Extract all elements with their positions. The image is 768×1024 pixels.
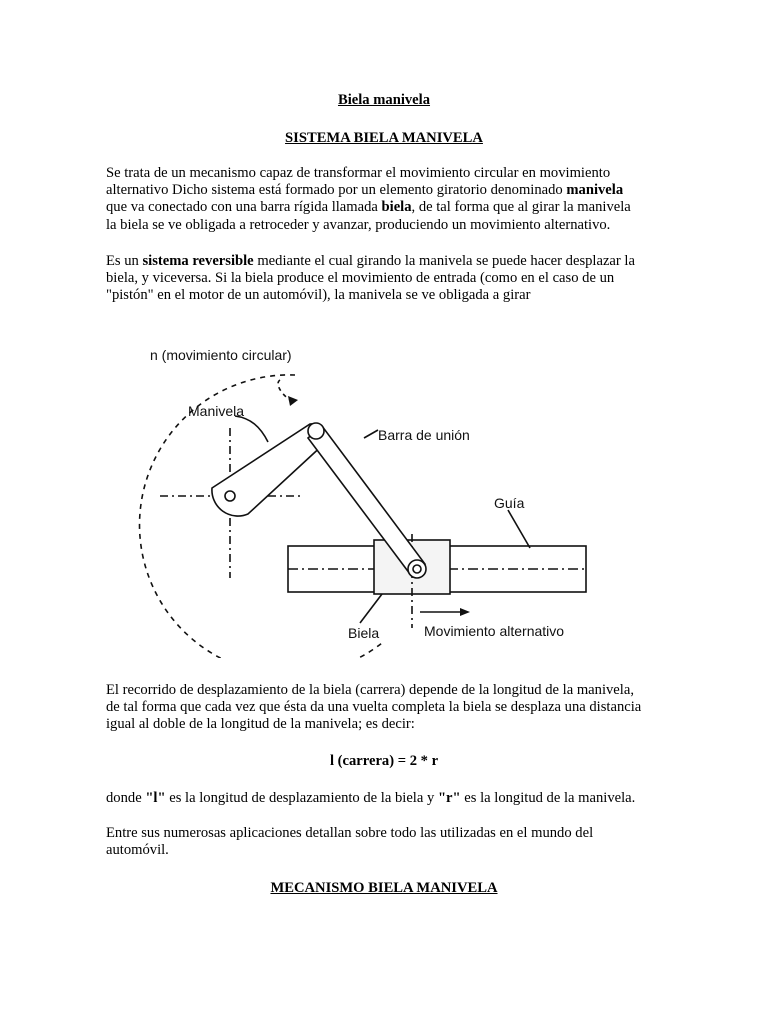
paragraph-applications bbox=[106, 825, 666, 859]
text-line: de tal forma que cada vez que ésta da una vuelta completa la biela se desplaza una distancia bbox=[106, 699, 642, 716]
label-movement: Movimiento alternativo bbox=[424, 623, 565, 639]
leader-biela bbox=[360, 594, 382, 623]
text-line: biela, y viceversa. Si la biela produce el movimiento de entrada (como en el caso de un bbox=[106, 270, 615, 287]
label-slider: Biela bbox=[348, 625, 380, 641]
bold-term: manivela bbox=[566, 182, 624, 199]
bold-term: sistema reversible bbox=[142, 253, 254, 269]
text-line: alternativo Dicho sistema está formado por un elemento giratorio denominado manivela bbox=[106, 182, 624, 199]
text-line: que va conectado con una barra rígida llamada biela, de tal forma que al girar la manivela bbox=[106, 199, 631, 216]
text-line: igual al doble de la longitud de la manivela; es decir: bbox=[106, 716, 415, 733]
label-guide: Guía bbox=[494, 495, 525, 511]
rotation-path bbox=[140, 375, 382, 658]
paragraph-definitions bbox=[106, 790, 666, 807]
bold-term: biela bbox=[381, 199, 412, 216]
text-line: El recorrido de desplazamiento de la biela (carrera) depende de la longitud de la manivela, bbox=[106, 682, 634, 698]
paragraph-reversible bbox=[106, 253, 666, 305]
text-line: Es un sistema reversible mediante el cual girando la manivela se puede hacer desplazar la bbox=[106, 253, 635, 269]
text-line: automóvil. bbox=[106, 842, 169, 859]
rod-joint-top bbox=[308, 423, 324, 439]
bold-term: "l" bbox=[145, 790, 166, 806]
leader-manivela bbox=[235, 416, 268, 442]
text-line: donde "l" es la longitud de desplazamiento de la biela y "r" es la longitud de la manivela. bbox=[106, 790, 636, 806]
crank-mechanism-diagram bbox=[130, 338, 600, 658]
text-line: Entre sus numerosas aplicaciones detallan sobre todo las utilizadas en el mundo del bbox=[106, 825, 594, 841]
leader-guia bbox=[508, 510, 530, 548]
text-line: "pistón" en el motor de un automóvil), la manivela se ve obligada a girar bbox=[106, 287, 531, 304]
mechanism-title: MECANISMO BIELA MANIVELA bbox=[270, 880, 498, 896]
paragraph-intro bbox=[106, 165, 666, 234]
paragraph-stroke bbox=[106, 682, 666, 734]
document-title: Biela manivela bbox=[337, 92, 431, 108]
label-connecting-rod: Barra de unión bbox=[378, 427, 470, 443]
bold-term: "r" bbox=[437, 790, 461, 806]
leader-barra bbox=[364, 430, 378, 438]
section-title: SISTEMA BIELA MANIVELA bbox=[285, 130, 483, 146]
arrowhead-icon bbox=[460, 608, 470, 616]
rod-joint-pin bbox=[413, 565, 421, 573]
text-line: la biela se ve obligada a retroceder y avanzar, produciendo un movimiento alternativo. bbox=[106, 216, 611, 233]
label-crank: Manivela bbox=[188, 403, 245, 419]
text-line: Se trata de un mecanismo capaz de transformar el movimiento circular en movimiento bbox=[106, 165, 611, 181]
crank-pivot bbox=[225, 491, 235, 501]
label-rotation: n (movimiento circular) bbox=[150, 347, 292, 363]
formula: l (carrera) = 2 * r bbox=[329, 753, 439, 769]
arrowhead-icon bbox=[288, 396, 298, 406]
